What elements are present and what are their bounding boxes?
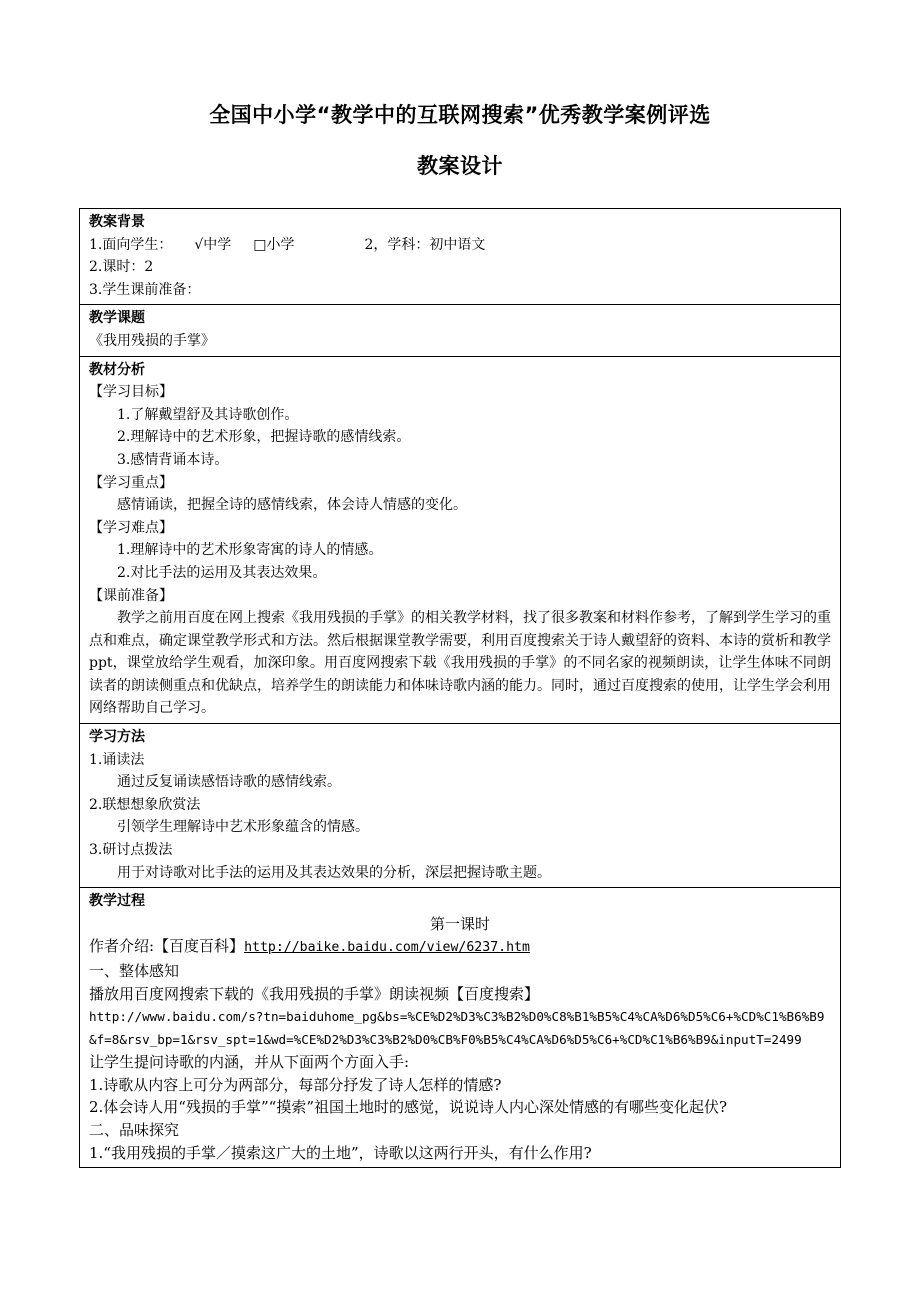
methods-heading: 学习方法 — [89, 729, 145, 746]
topic-title: 《我用残损的手掌》 — [89, 332, 215, 349]
methods-cell — [80, 724, 841, 888]
goals-label: 【学习目标】 — [89, 384, 173, 401]
section-appreciation: 二、品味探究 — [89, 1120, 180, 1139]
section-overall-perception: 一、整体感知 — [89, 962, 180, 980]
process-cell — [80, 888, 841, 1168]
method-description: 用于对诗歌对比手法的运用及其表达效果的分析，深层把握诗歌主题。 — [117, 864, 551, 881]
author-label: 作者介绍:【百度百科】 — [89, 937, 245, 956]
difficulty-item: 2.对比手法的运用及其表达效果。 — [117, 564, 327, 581]
method-description: 引领学生理解诗中艺术形象蕴含的情感。 — [117, 819, 369, 836]
subject-label: 2，学科：初中语文 — [364, 236, 486, 253]
method-name: 2.联想想象欣赏法 — [89, 796, 201, 813]
audience-label: 1.面向学生： — [89, 236, 173, 253]
background-heading: 教案背景 — [89, 214, 145, 230]
preparation-label: 【课前准备】 — [89, 587, 173, 604]
option-primary-school: □小学 — [253, 236, 295, 253]
lesson-plan-table — [79, 208, 841, 1168]
search-url: http://www.baidu.com/s?tn=baiduhome_pg&bs=%CE%D2%D3%C3%B2%D0%C8%B1%B5%C4%CA%D6%D5%C6+%CD%C1%B6%B9&f=8&rsv_bp=1&rsv_spt=1&wd=%CE%D2%D3%C3%B2%D0%CB%F0%B5%C4%CA%D6%D5%C6+%CD%C1%B6%B9&inputT=2499 — [89, 1009, 825, 1048]
question-1: 1.诗歌从内容上可分为两部分，每部分抒发了诗人怎样的情感? — [89, 1075, 502, 1094]
goal-item: 1.了解戴望舒及其诗歌创作。 — [117, 406, 299, 423]
option-middle-school: √中学 — [194, 236, 232, 253]
process-heading: 教学过程 — [89, 893, 145, 910]
key-points-label: 【学习重点】 — [89, 474, 173, 491]
author-line — [89, 935, 831, 960]
ask-line: 让学生提问诗歌的内涵，并从下面两个方面入手: — [89, 1053, 410, 1072]
process-row — [80, 888, 841, 1168]
student-preparation: 3.学生课前准备： — [89, 281, 201, 298]
document-subtitle: 教案设计 — [417, 154, 503, 178]
audience-line — [89, 234, 831, 257]
difficulties-label: 【学习难点】 — [89, 519, 173, 536]
key-points-text: 感情诵读，把握全诗的感情线索，体会诗人情感的变化。 — [117, 497, 467, 514]
question-2: 2.体会诗人用“残损的手掌”“摸索”祖国土地时的感觉，说说诗人内心深处情感的有哪些变化起伏? — [89, 1098, 728, 1117]
lesson-title: 第一课时 — [429, 914, 490, 933]
preparation-paragraph: 教学之前用百度在网上搜索《我用残损的手掌》的相关教学材料，找了很多教案和材料作参考，了解到学生学习的重点和难点，确定课堂教学形式和方法。然后根据课堂教学需要，利用百度搜索关于诗人戴望舒的资料、本诗的赏析和教学 ppt，课堂放给学生观看，加深印象。用百度网搜索下载《我用残损的手掌》的不同名家的视频朗读，让学生体味不同朗读者的朗读侧重点和优缺点，培养学生的朗读能力和体味诗歌内涵的能力。同时，通过百度搜索的使用，让学生学会利用网络帮助自己学习。 — [89, 610, 831, 717]
analysis-row — [80, 356, 841, 724]
goal-item: 2.理解诗中的艺术形象，把握诗歌的感情线索。 — [117, 429, 411, 446]
difficulty-item: 1.理解诗中的艺术形象寄寓的诗人的情感。 — [117, 542, 383, 559]
topic-heading: 教学课题 — [89, 310, 145, 327]
analysis-heading: 教材分析 — [89, 361, 145, 378]
method-description: 通过反复诵读感悟诗歌的感情线索。 — [117, 774, 341, 791]
class-hours: 2.课时：2 — [89, 259, 154, 276]
background-cell — [80, 209, 841, 305]
topic-row — [80, 305, 841, 356]
method-name: 1.诵读法 — [89, 751, 145, 768]
methods-row — [80, 724, 841, 888]
question-3: 1.“我用残损的手掌／摸索这广大的土地”，诗歌以这两行开头，有什么作用? — [89, 1143, 592, 1162]
author-link[interactable]: http://baike.baidu.com/view/6237.htm — [244, 940, 530, 956]
document-title: 全国中小学“教学中的互联网搜索”优秀教学案例评选 — [209, 103, 711, 127]
background-row — [80, 209, 841, 305]
video-line: 播放用百度网搜索下载的《我用残损的手掌》朗读视频【百度搜索】 — [89, 984, 540, 1003]
goal-item: 3.感情背诵本诗。 — [117, 451, 229, 468]
method-name: 3.研讨点拨法 — [89, 842, 173, 859]
analysis-cell — [80, 356, 841, 724]
topic-cell — [80, 305, 841, 356]
